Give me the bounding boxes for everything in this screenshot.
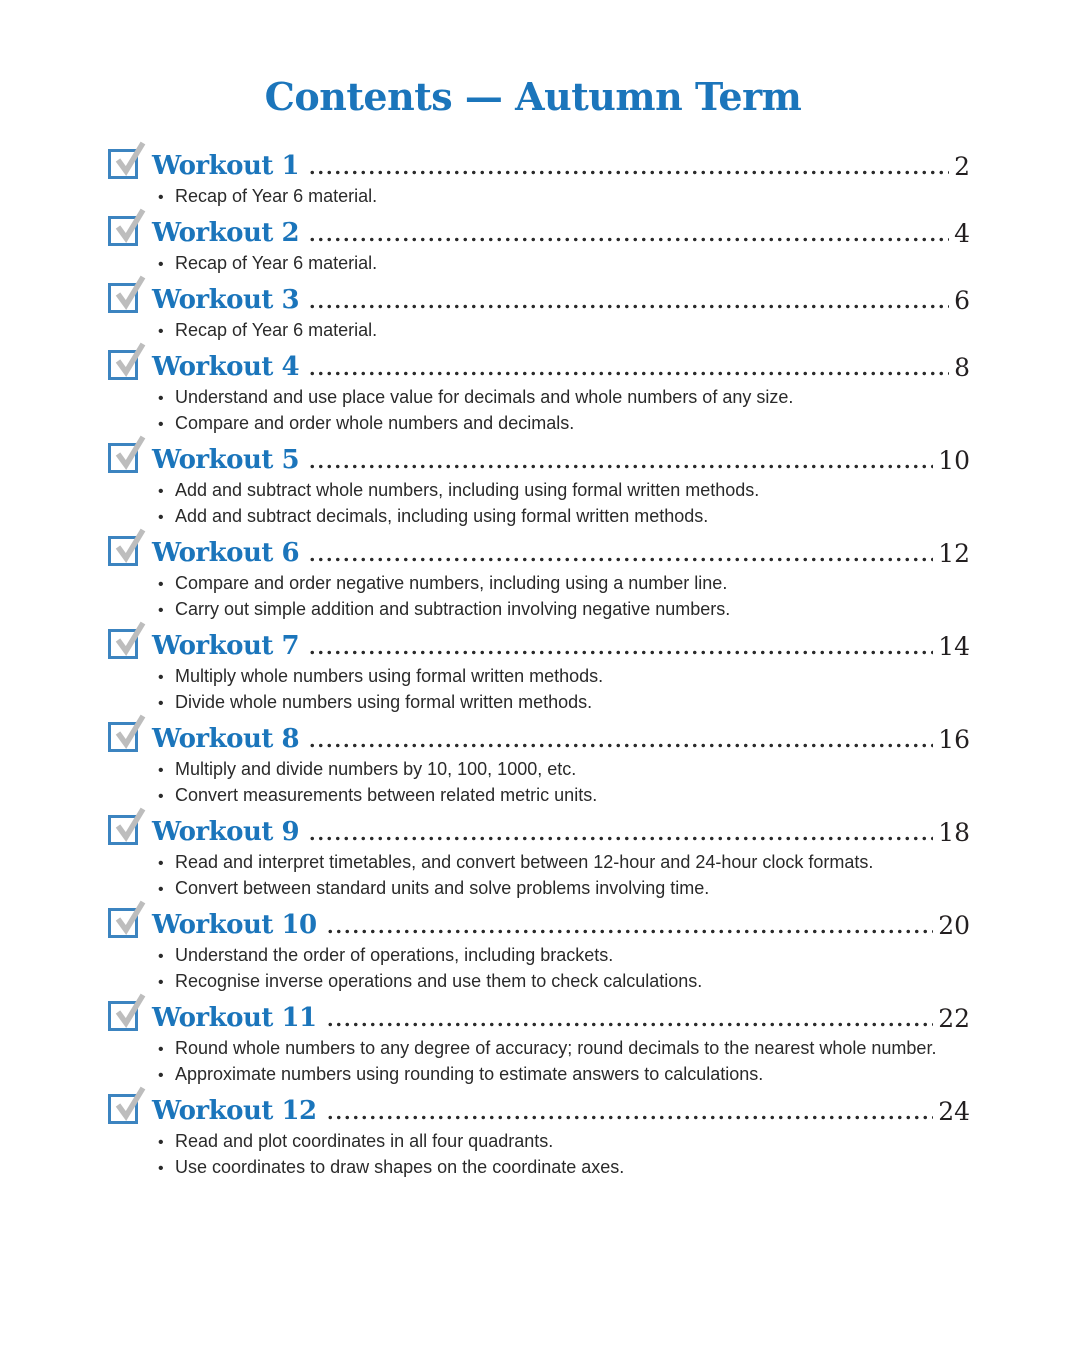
objectives-list xyxy=(108,385,970,437)
page-number: 20 xyxy=(938,911,970,940)
bullet-icon: • xyxy=(158,788,164,805)
objective xyxy=(158,385,970,411)
bullet-icon: • xyxy=(158,881,164,898)
toc-entry-head xyxy=(108,536,970,570)
objectives-list xyxy=(108,251,970,277)
dotted-leader xyxy=(308,370,949,377)
objective xyxy=(158,1036,970,1062)
page-number: 4 xyxy=(954,219,970,248)
checkmark-icon xyxy=(112,900,144,936)
objectives-list xyxy=(108,1036,970,1088)
workout-title: Workout 5 xyxy=(152,445,300,475)
objective-text: Recap of Year 6 material. xyxy=(175,186,378,206)
workout-title: Workout 2 xyxy=(152,218,300,248)
page-number: 18 xyxy=(938,818,970,847)
toc-entry-head xyxy=(108,629,970,663)
workout-title: Workout 3 xyxy=(152,285,300,315)
toc-entry-head xyxy=(108,443,970,477)
dotted-leader xyxy=(326,928,934,935)
checkbox-checked-icon[interactable] xyxy=(108,350,138,380)
objectives-list xyxy=(108,1129,970,1181)
workout-title: Workout 12 xyxy=(152,1096,317,1126)
objectives-list xyxy=(108,478,970,530)
objective-text: Approximate numbers using rounding to estimate answers to calculations. xyxy=(175,1064,764,1084)
objective xyxy=(158,597,970,623)
checkmark-icon xyxy=(112,342,144,378)
objective xyxy=(158,757,970,783)
objectives-list xyxy=(108,184,970,210)
objective-text: Read and interpret timetables, and convert between 12-hour and 24-hour clock formats. xyxy=(175,852,874,872)
dotted-leader xyxy=(308,463,933,470)
toc-entry-head xyxy=(108,283,970,317)
toc-entry xyxy=(108,536,970,623)
toc-entry xyxy=(108,629,970,716)
toc-entry xyxy=(108,350,970,437)
objective-text: Compare and order negative numbers, including using a number line. xyxy=(175,573,728,593)
page-number: 2 xyxy=(954,152,970,181)
checkmark-icon xyxy=(112,807,144,843)
objective xyxy=(158,411,970,437)
bullet-icon: • xyxy=(158,1134,164,1151)
bullet-icon: • xyxy=(158,509,164,526)
objective-text: Carry out simple addition and subtraction involving negative numbers. xyxy=(175,599,731,619)
workout-title: Workout 7 xyxy=(152,631,300,661)
bullet-icon: • xyxy=(158,948,164,965)
objective xyxy=(158,969,970,995)
bullet-icon: • xyxy=(158,974,164,991)
checkbox-checked-icon[interactable] xyxy=(108,536,138,566)
objective xyxy=(158,1155,970,1181)
objective xyxy=(158,690,970,716)
bullet-icon: • xyxy=(158,483,164,500)
dotted-leader xyxy=(326,1021,934,1028)
objective xyxy=(158,1062,970,1088)
dotted-leader xyxy=(308,742,933,749)
objective-text: Recap of Year 6 material. xyxy=(175,253,378,273)
objective-text: Read and plot coordinates in all four quadrants. xyxy=(175,1131,554,1151)
toc-entry-head xyxy=(108,908,970,942)
objectives-list xyxy=(108,757,970,809)
checkmark-icon xyxy=(112,528,144,564)
dotted-leader xyxy=(308,303,949,310)
objective-text: Understand and use place value for decimals and whole numbers of any size. xyxy=(175,387,794,407)
bullet-icon: • xyxy=(158,602,164,619)
checkbox-checked-icon[interactable] xyxy=(108,1001,138,1031)
objective-text: Divide whole numbers using formal written methods. xyxy=(175,692,593,712)
toc-entry xyxy=(108,283,970,344)
toc-entry-head xyxy=(108,722,970,756)
objective-text: Compare and order whole numbers and decimals. xyxy=(175,413,575,433)
workout-title: Workout 11 xyxy=(152,1003,317,1033)
toc-entry-head xyxy=(108,1094,970,1128)
bullet-icon: • xyxy=(158,1067,164,1084)
objectives-list xyxy=(108,571,970,623)
checkmark-icon xyxy=(112,714,144,750)
page-number: 8 xyxy=(954,353,970,382)
toc-entry-head xyxy=(108,815,970,849)
checkbox-checked-icon[interactable] xyxy=(108,629,138,659)
toc-entry-head xyxy=(108,350,970,384)
objective xyxy=(158,184,970,210)
checkbox-checked-icon[interactable] xyxy=(108,443,138,473)
bullet-icon: • xyxy=(158,323,164,340)
dotted-leader xyxy=(308,236,949,243)
dotted-leader xyxy=(308,556,933,563)
page-title: Contents — Autumn Term xyxy=(264,74,802,119)
toc-entry xyxy=(108,1001,970,1088)
checkmark-icon xyxy=(112,993,144,1029)
toc-entry xyxy=(108,149,970,210)
objective-text: Use coordinates to draw shapes on the coordinate axes. xyxy=(175,1157,625,1177)
objective xyxy=(158,478,970,504)
workout-title: Workout 6 xyxy=(152,538,300,568)
dotted-leader xyxy=(308,649,933,656)
page-number: 12 xyxy=(938,539,970,568)
objective xyxy=(158,504,970,530)
toc-entry-head xyxy=(108,216,970,250)
toc-entry-head xyxy=(108,1001,970,1035)
objective-text: Recap of Year 6 material. xyxy=(175,320,378,340)
page-number: 6 xyxy=(954,286,970,315)
toc-entry xyxy=(108,722,970,809)
bullet-icon: • xyxy=(158,1160,164,1177)
toc-entry xyxy=(108,1094,970,1181)
bullet-icon: • xyxy=(158,256,164,273)
workout-title: Workout 4 xyxy=(152,352,300,382)
page-number: 14 xyxy=(938,632,970,661)
checkmark-icon xyxy=(112,275,144,311)
page-number: 22 xyxy=(938,1004,970,1033)
objective-text: Multiply and divide numbers by 10, 100, 1000, etc. xyxy=(175,759,577,779)
checkbox-checked-icon[interactable] xyxy=(108,1094,138,1124)
checkbox-checked-icon[interactable] xyxy=(108,216,138,246)
toc-entry-head xyxy=(108,149,970,183)
bullet-icon: • xyxy=(158,189,164,206)
dotted-leader xyxy=(308,169,949,176)
objective-text: Add and subtract whole numbers, including using formal written methods. xyxy=(175,480,760,500)
bullet-icon: • xyxy=(158,416,164,433)
bullet-icon: • xyxy=(158,695,164,712)
objectives-list xyxy=(108,850,970,902)
objective xyxy=(158,783,970,809)
bullet-icon: • xyxy=(158,576,164,593)
checkmark-icon xyxy=(112,141,144,177)
checkmark-icon xyxy=(112,1086,144,1122)
checkbox-checked-icon[interactable] xyxy=(108,149,138,179)
objective-text: Add and subtract decimals, including using formal written methods. xyxy=(175,506,709,526)
objective xyxy=(158,1129,970,1155)
toc-entry xyxy=(108,443,970,530)
bullet-icon: • xyxy=(158,1041,164,1058)
page-number: 24 xyxy=(938,1097,970,1126)
toc-entry xyxy=(108,815,970,902)
objectives-list xyxy=(108,943,970,995)
objective-text: Multiply whole numbers using formal written methods. xyxy=(175,666,604,686)
objective-text: Convert between standard units and solve problems involving time. xyxy=(175,878,710,898)
dotted-leader xyxy=(326,1114,934,1121)
toc-entry xyxy=(108,216,970,277)
checkbox-checked-icon[interactable] xyxy=(108,283,138,313)
checkmark-icon xyxy=(112,435,144,471)
objective xyxy=(158,251,970,277)
objective xyxy=(158,876,970,902)
objective xyxy=(158,318,970,344)
workout-title: Workout 10 xyxy=(152,910,317,940)
dotted-leader xyxy=(308,835,933,842)
checkmark-icon xyxy=(112,208,144,244)
checkbox-checked-icon[interactable] xyxy=(108,815,138,845)
bullet-icon: • xyxy=(158,669,164,686)
page-number: 16 xyxy=(938,725,970,754)
objective xyxy=(158,943,970,969)
objectives-list xyxy=(108,318,970,344)
objectives-list xyxy=(108,664,970,716)
objective-text: Convert measurements between related metric units. xyxy=(175,785,598,805)
workout-title: Workout 9 xyxy=(152,817,300,847)
checkbox-checked-icon[interactable] xyxy=(108,722,138,752)
objective-text: Understand the order of operations, including brackets. xyxy=(175,945,614,965)
objective xyxy=(158,664,970,690)
bullet-icon: • xyxy=(158,390,164,407)
toc-entry xyxy=(108,908,970,995)
page-number: 10 xyxy=(938,446,970,475)
objective xyxy=(158,850,970,876)
objective-text: Recognise inverse operations and use them to check calculations. xyxy=(175,971,703,991)
objective-text: Round whole numbers to any degree of accuracy; round decimals to the nearest whole number. xyxy=(175,1038,937,1058)
checkmark-icon xyxy=(112,621,144,657)
workout-title: Workout 8 xyxy=(152,724,300,754)
workout-title: Workout 1 xyxy=(152,151,300,181)
bullet-icon: • xyxy=(158,855,164,872)
table-of-contents xyxy=(108,149,970,1181)
checkbox-checked-icon[interactable] xyxy=(108,908,138,938)
objective xyxy=(158,571,970,597)
bullet-icon: • xyxy=(158,762,164,779)
